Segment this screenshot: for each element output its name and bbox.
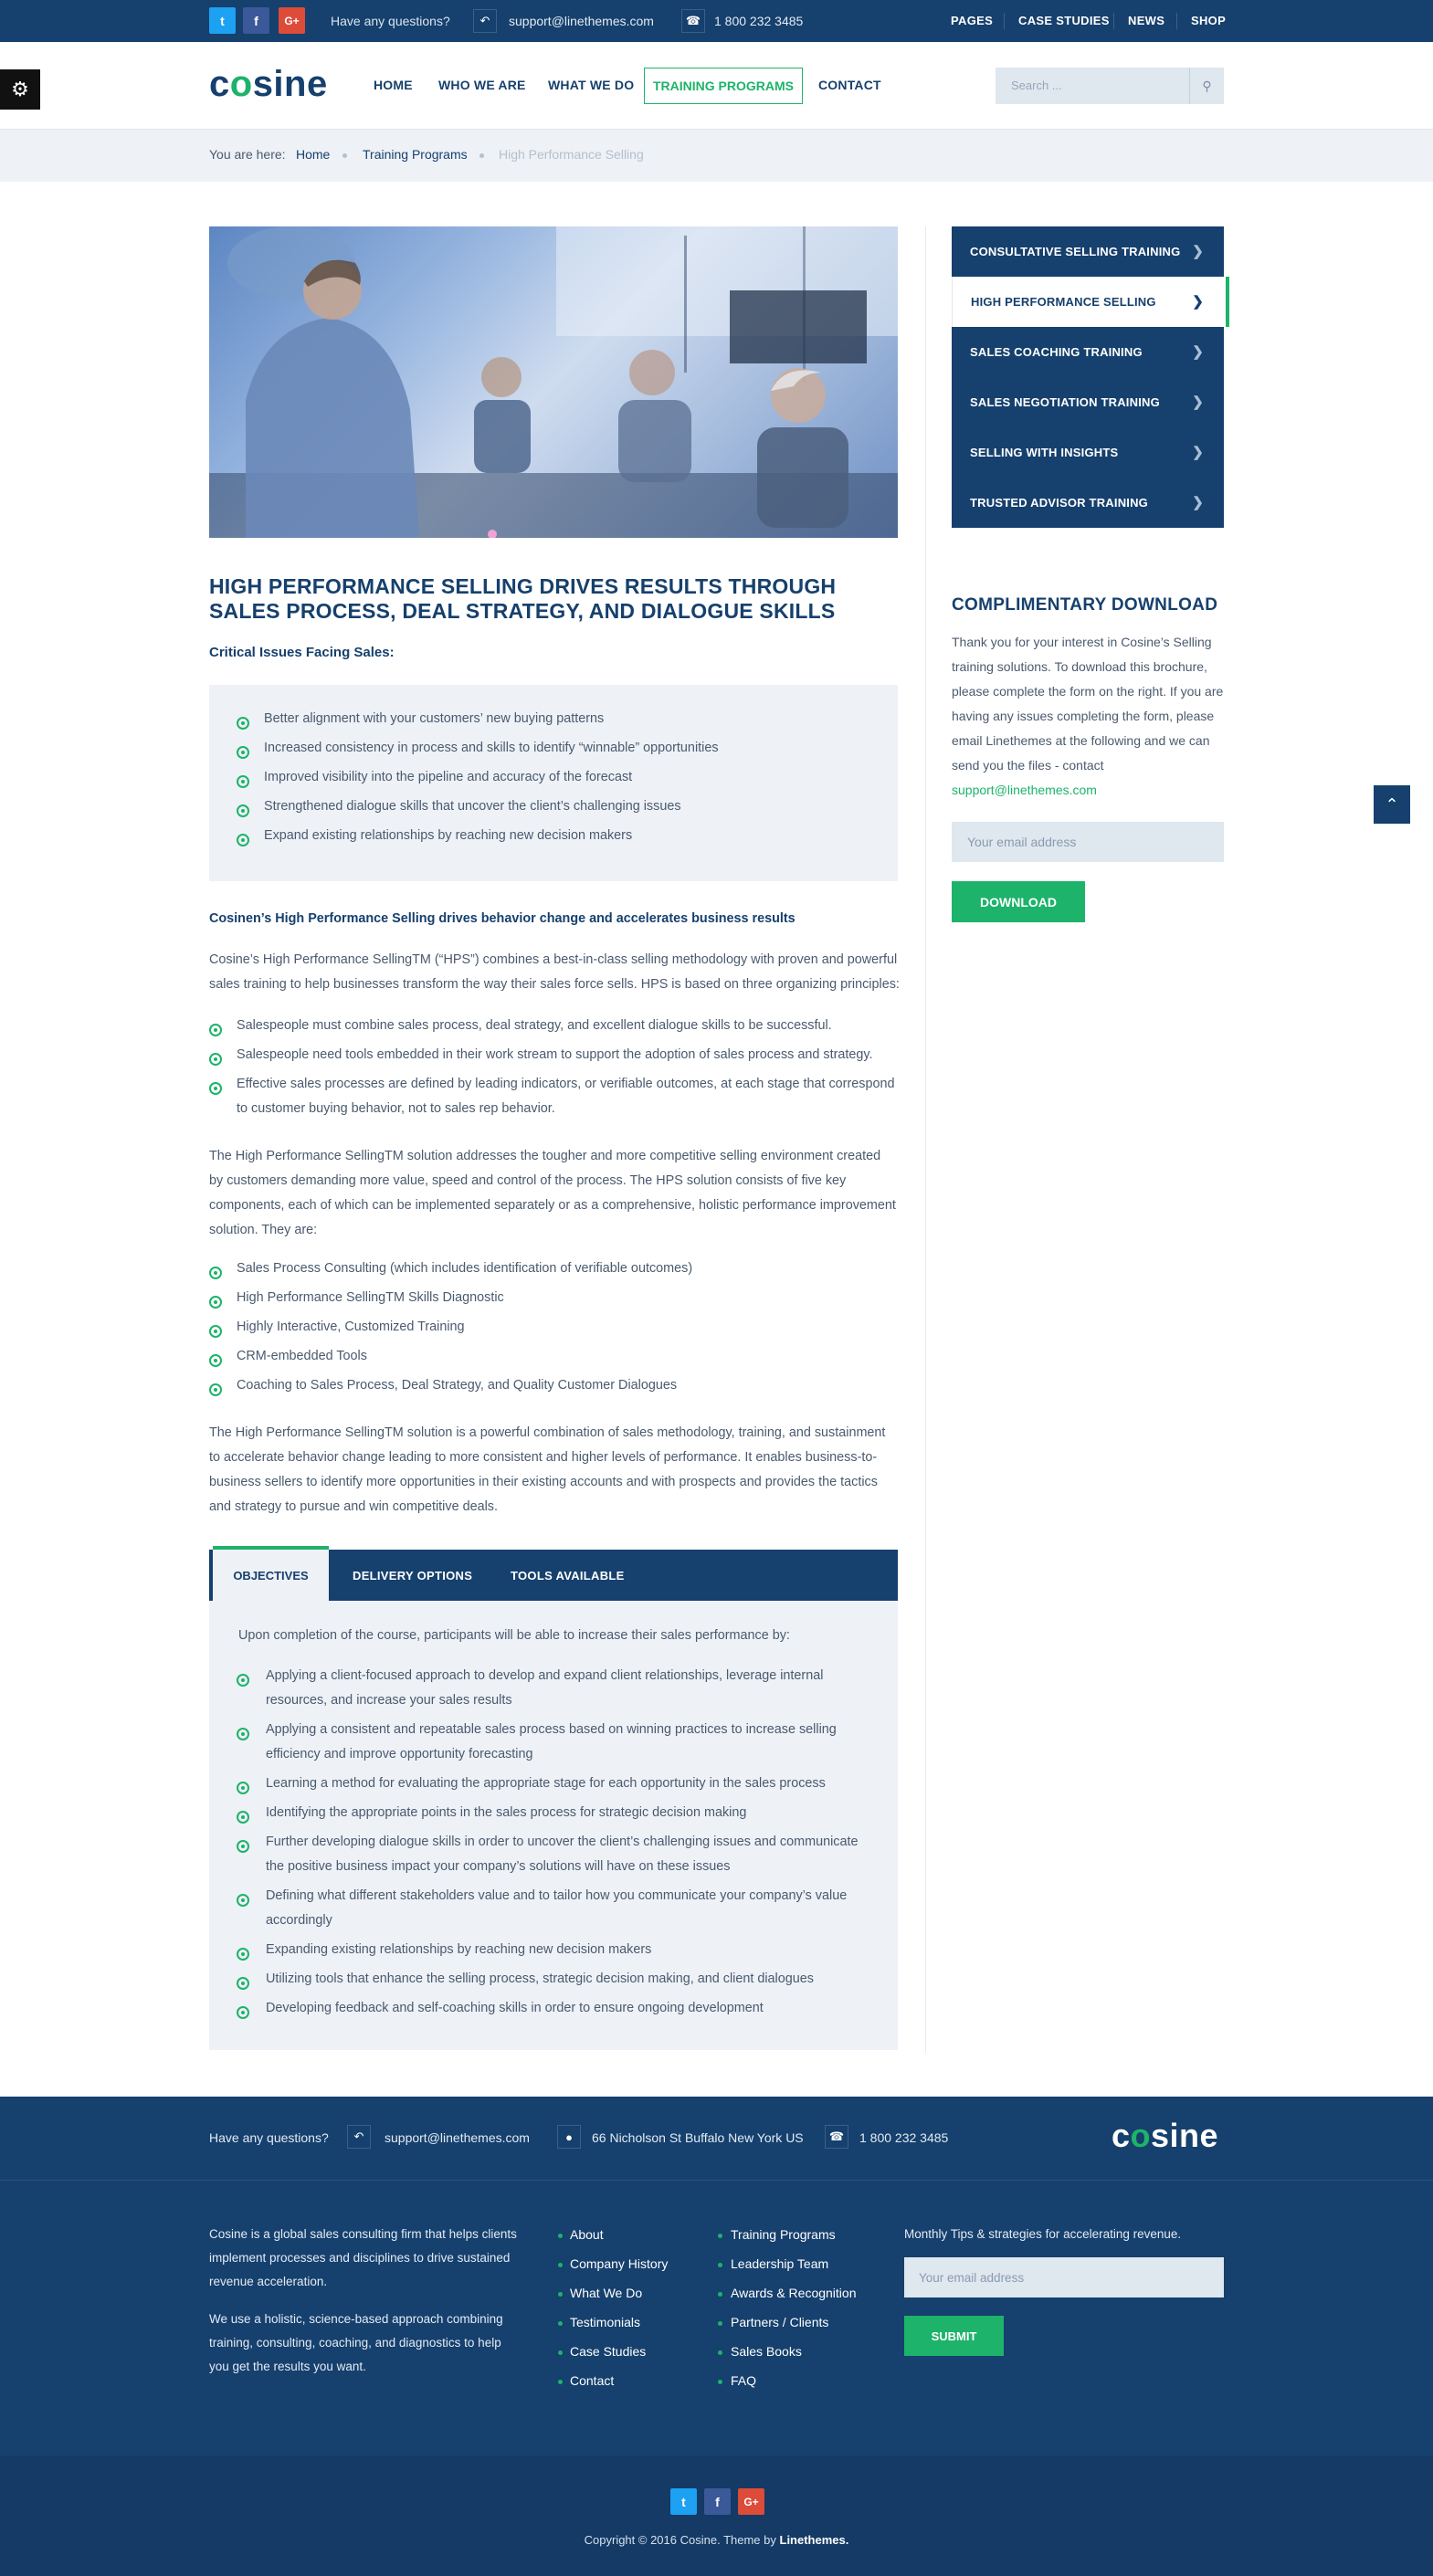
list-item: Expand existing relationships by reaching new decision makers	[264, 828, 633, 843]
nav-who-we-are[interactable]: WHO WE ARE	[438, 78, 526, 92]
list-item: High Performance SellingTM Skills Diagnostic	[237, 1290, 504, 1305]
footer-address: 66 Nicholson St Buffalo New York US	[592, 2130, 804, 2145]
footer-link-sales-books[interactable]: Sales Books	[731, 2344, 802, 2359]
topnav-pages[interactable]: PAGES	[951, 14, 994, 27]
divider	[925, 226, 926, 2053]
support-phone[interactable]: 1 800 232 3485	[714, 14, 804, 28]
list-item: Learning a method for evaluating the appropriate stage for each opportunity in the sales process	[266, 1776, 826, 1791]
list-item: Highly Interactive, Customized Training	[237, 1320, 465, 1334]
sidebar-item-consultative-selling[interactable]	[952, 226, 1224, 277]
top-bar	[0, 0, 1433, 42]
bullet-icon	[209, 1354, 222, 1367]
bullet-icon	[237, 2006, 249, 2019]
footer-link-company-history[interactable]: Company History	[570, 2256, 669, 2271]
solution-paragraph: The High Performance SellingTM solution addresses the tougher and more competitive selling environment created by customers demanding more value, speed and control of the process. The HPS solution consists of five key components, each of which can be implemented separately or as a comprehensive, holistic performance improvement solution. They are:	[209, 1149, 896, 1237]
list-item: Effective sales processes are defined by leading indicators, or verifiable outcomes, at each stage that correspond to customer buying behavior, not to sales rep behavior.	[237, 1077, 895, 1116]
footer-link-training-programs[interactable]: Training Programs	[731, 2227, 836, 2242]
tab-objectives[interactable]: OBJECTIVES	[213, 1546, 329, 1601]
download-button[interactable]: DOWNLOAD	[952, 881, 1085, 922]
footer-bottom-bar	[0, 2456, 1433, 2576]
divider	[1004, 13, 1005, 29]
sidebar-item-label: CONSULTATIVE SELLING TRAINING	[970, 245, 1181, 258]
tab-intro: Upon completion of the course, participants will be able to increase their sales performance by:	[238, 1628, 790, 1643]
copyright	[0, 2533, 1433, 2547]
breadcrumb-training-programs[interactable]: Training Programs	[363, 147, 468, 162]
sidebar-item-label: SELLING WITH INSIGHTS	[970, 446, 1119, 459]
footer-link-partners[interactable]: Partners / Clients	[731, 2315, 829, 2329]
sidebar-item-high-performance-selling[interactable]	[952, 277, 1224, 327]
scroll-to-top-icon[interactable]: ⌃	[1374, 785, 1410, 824]
footer-email[interactable]: support@linethemes.com	[385, 2130, 530, 2145]
bullet-icon	[558, 2350, 563, 2355]
phone-icon: ☎	[681, 9, 705, 33]
list-item: Improved visibility into the pipeline and accuracy of the forecast	[264, 770, 633, 784]
search-box[interactable]	[996, 68, 1224, 104]
logo-text: c	[1112, 2117, 1131, 2154]
tab-delivery-options[interactable]: DELIVERY OPTIONS	[353, 1569, 473, 1582]
list-item: Sales Process Consulting (which includes identification of verifiable outcomes)	[237, 1261, 693, 1276]
footer-questions-label: Have any questions?	[209, 2130, 329, 2145]
bullet-icon	[718, 2380, 722, 2384]
breadcrumb-current: High Performance Selling	[499, 147, 644, 162]
sidebar-item-label: SALES NEGOTIATION TRAINING	[970, 395, 1160, 409]
copyright-text: Copyright © 2016 Cosine. Theme by	[584, 2533, 776, 2547]
download-title: COMPLIMENTARY DOWNLOAD	[952, 595, 1218, 615]
search-input[interactable]: Search ...	[1011, 79, 1062, 92]
chevron-right-icon: ❯	[1192, 394, 1204, 410]
nav-contact[interactable]: CONTACT	[818, 78, 881, 92]
list-item: Better alignment with your customers’ new buying patterns	[264, 711, 605, 726]
download-email-input[interactable]: Your email address	[952, 822, 1224, 862]
list-item: Expanding existing relationships by reaching new decision makers	[266, 1942, 652, 1957]
bullet-icon	[718, 2350, 722, 2355]
topnav-news[interactable]: NEWS	[1128, 14, 1165, 27]
bullet-icon	[237, 1840, 249, 1853]
critical-issues-heading: Critical Issues Facing Sales:	[209, 645, 395, 660]
sidebar-item-label: TRUSTED ADVISOR TRAINING	[970, 496, 1148, 510]
list-item: Strengthened dialogue skills that uncover the client’s challenging issues	[264, 799, 681, 814]
chevron-right-icon: ❯	[1192, 445, 1204, 460]
bullet-icon	[718, 2292, 722, 2297]
breadcrumb-prefix: You are here:	[209, 147, 286, 162]
google-plus-icon[interactable]: G+	[279, 7, 305, 34]
facebook-icon[interactable]: f	[704, 2488, 731, 2515]
bullet-icon	[718, 2234, 722, 2238]
footer-about-2: We use a holistic, science-based approach combining training, consulting, coaching, and diagnostics to help you get the results you want.	[209, 2312, 503, 2373]
map-pin-icon: ●	[557, 2125, 581, 2149]
sidebar-item-selling-with-insights[interactable]	[952, 427, 1224, 478]
footer-link-faq[interactable]: FAQ	[731, 2373, 757, 2388]
list-item: Developing feedback and self-coaching skills in order to ensure ongoing development	[266, 2001, 764, 2015]
bullet-icon	[718, 2321, 722, 2326]
chevron-right-icon: ❯	[1192, 294, 1204, 310]
newsletter-submit-button[interactable]: SUBMIT	[904, 2316, 1004, 2356]
tab-panel-objectives	[209, 1601, 898, 2050]
bullet-icon	[718, 2263, 722, 2267]
newsletter-text: Monthly Tips & strategies for accelerating revenue.	[904, 2227, 1182, 2241]
topnav-case-studies[interactable]: CASE STUDIES	[1018, 14, 1110, 27]
twitter-icon[interactable]: t	[670, 2488, 697, 2515]
tab-bar	[209, 1550, 898, 1601]
google-plus-icon[interactable]: G+	[738, 2488, 764, 2515]
footer-link-about[interactable]: About	[570, 2227, 604, 2242]
bullet-icon	[237, 1948, 249, 1961]
reply-icon: ↶	[473, 9, 497, 33]
footer-link-testimonials[interactable]: Testimonials	[570, 2315, 641, 2329]
bullet-icon	[237, 1674, 249, 1687]
footer-logo[interactable]	[1112, 2117, 1218, 2155]
logo-text: c	[209, 64, 230, 104]
divider	[0, 2180, 1433, 2181]
footer-link-leadership-team[interactable]: Leadership Team	[731, 2256, 829, 2271]
gear-icon[interactable]: ⚙	[0, 69, 40, 110]
bullet-icon	[558, 2321, 563, 2326]
divider	[1176, 13, 1177, 29]
footer-link-contact[interactable]: Contact	[570, 2373, 615, 2388]
critical-issues-box	[209, 685, 898, 881]
download-text	[952, 630, 1226, 803]
list-item: Utilizing tools that enhance the selling process, strategic decision making, and client dialogues	[266, 1971, 814, 1986]
list-item: CRM-embedded Tools	[237, 1349, 367, 1363]
bullet-icon	[209, 1383, 222, 1396]
bullet-icon	[209, 1296, 222, 1309]
breadcrumb	[0, 129, 1433, 182]
bullet-icon	[237, 1728, 249, 1740]
phone-icon: ☎	[825, 2125, 848, 2149]
bullet-icon	[209, 1325, 222, 1338]
logo-text: sine	[1151, 2117, 1219, 2154]
tab-tools-available[interactable]: TOOLS AVAILABLE	[511, 1569, 625, 1582]
topnav-shop[interactable]: SHOP	[1191, 14, 1227, 27]
bullet-icon	[558, 2234, 563, 2238]
chevron-right-icon: ❯	[1192, 244, 1204, 259]
logo-text: o	[1130, 2117, 1152, 2154]
bullet-icon	[237, 834, 249, 846]
twitter-icon[interactable]: t	[209, 7, 236, 34]
facebook-icon[interactable]: f	[243, 7, 269, 34]
bullet-icon	[237, 1782, 249, 1794]
newsletter-email-input[interactable]: Your email address	[904, 2257, 1224, 2297]
list-item: Identifying the appropriate points in the sales process for strategic decision making	[266, 1805, 747, 1820]
list-item: Applying a client-focused approach to develop and expand client relationships, leverage internal resources, and increase your sales results	[266, 1668, 824, 1708]
nav-training-programs[interactable]: TRAINING PROGRAMS	[644, 68, 803, 104]
breadcrumb-home[interactable]: Home	[296, 147, 331, 162]
breadcrumb-separator	[479, 153, 484, 158]
summary-paragraph: The High Performance SellingTM solution is a powerful combination of sales methodology, training, and sustainment to accelerate behavior change leading to more consistent and higher levels of performance. It enables business-to-business sellers to identify more opportunities in their existing accounts and with prospects and provides the tactics and strategy to pursue and win competitive deals.	[209, 1425, 886, 1514]
bullet-icon	[558, 2380, 563, 2384]
footer-about-1: Cosine is a global sales consulting firm that helps clients implement processes and disciplines to drive sustained revenue acceleration.	[209, 2227, 517, 2288]
bullet-icon	[209, 1053, 222, 1066]
hero-image	[209, 226, 898, 538]
footer-link-case-studies[interactable]: Case Studies	[570, 2344, 647, 2359]
footer-link-what-we-do[interactable]: What We Do	[570, 2286, 643, 2300]
chevron-right-icon: ❯	[1192, 495, 1204, 510]
bullet-icon	[237, 775, 249, 788]
reply-icon: ↶	[347, 2125, 371, 2149]
bullet-icon	[209, 1267, 222, 1279]
nav-home[interactable]: HOME	[374, 78, 413, 92]
list-item: Increased consistency in process and skills to identify “winnable” opportunities	[264, 741, 719, 755]
bullet-icon	[558, 2292, 563, 2297]
list-item: Defining what different stakeholders value and to tailor how you communicate your company’s value accordingly	[266, 1888, 848, 1928]
questions-label: Have any questions?	[331, 14, 450, 28]
list-item: Coaching to Sales Process, Deal Strategy, and Quality Customer Dialogues	[237, 1378, 678, 1393]
chevron-right-icon: ❯	[1192, 344, 1204, 360]
search-icon[interactable]: ⚲	[1189, 68, 1224, 104]
meeting-photo	[209, 226, 898, 538]
support-email[interactable]: support@linethemes.com	[509, 14, 654, 28]
download-description: Thank you for your interest in Cosine’s Selling training solutions. To download this brochure, please complete the form on the right. If you are having any issues completing the form, please email Linethemes at the following and we can send you the files - contact	[952, 635, 1224, 773]
sidebar-item-sales-negotiation[interactable]	[952, 377, 1224, 427]
logo[interactable]	[209, 64, 328, 105]
divider	[1113, 13, 1114, 29]
copyright-brand-link[interactable]: Linethemes.	[779, 2533, 849, 2547]
bullet-icon	[237, 1811, 249, 1824]
page-title: HIGH PERFORMANCE SELLING DRIVES RESULTS THROUGH SALES PROCESS, DEAL STRATEGY, AND DIALOGUE SKILLS	[209, 574, 837, 623]
footer-link-awards[interactable]: Awards & Recognition	[731, 2286, 857, 2300]
sidebar-item-trusted-advisor[interactable]	[952, 478, 1224, 528]
logo-text: o	[229, 64, 253, 104]
footer-phone[interactable]: 1 800 232 3485	[859, 2130, 949, 2145]
intro-paragraph: Cosine’s High Performance SellingTM (“HPS”) combines a best-in-class selling methodology with proven and powerful sales training to help businesses transform the way their sales force sells. HPS is based on three organizing principles:	[209, 952, 900, 992]
bullet-icon	[209, 1024, 222, 1036]
bullet-icon	[237, 804, 249, 817]
list-item: Salespeople must combine sales process, deal strategy, and excellent dialogue skills to be successful.	[237, 1018, 832, 1033]
download-email-link[interactable]: support@linethemes.com	[952, 783, 1097, 797]
breadcrumb-separator	[342, 153, 347, 158]
bullet-icon	[237, 746, 249, 759]
list-item: Applying a consistent and repeatable sales process based on winning practices to increase selling efficiency and improve opportunity forecasting	[266, 1722, 837, 1761]
sidebar-item-label: SALES COACHING TRAINING	[970, 345, 1143, 359]
behavior-heading: Cosinen’s High Performance Selling drives behavior change and accelerates business results	[209, 911, 796, 926]
bullet-icon	[237, 717, 249, 730]
bullet-icon	[237, 1894, 249, 1907]
logo-text: sine	[252, 64, 328, 104]
bullet-icon	[558, 2263, 563, 2267]
bullet-icon	[237, 1977, 249, 1990]
bullet-icon	[209, 1082, 222, 1095]
nav-what-we-do[interactable]: WHAT WE DO	[548, 78, 635, 92]
sidebar-item-label: HIGH PERFORMANCE SELLING	[971, 295, 1156, 309]
list-item: Further developing dialogue skills in order to uncover the client’s challenging issues and communicate the positive business impact your company’s solutions will have on these issues	[266, 1835, 859, 1874]
list-item: Salespeople need tools embedded in their work stream to support the adoption of sales process and strategy.	[237, 1047, 873, 1062]
sidebar-item-sales-coaching[interactable]	[952, 327, 1224, 377]
